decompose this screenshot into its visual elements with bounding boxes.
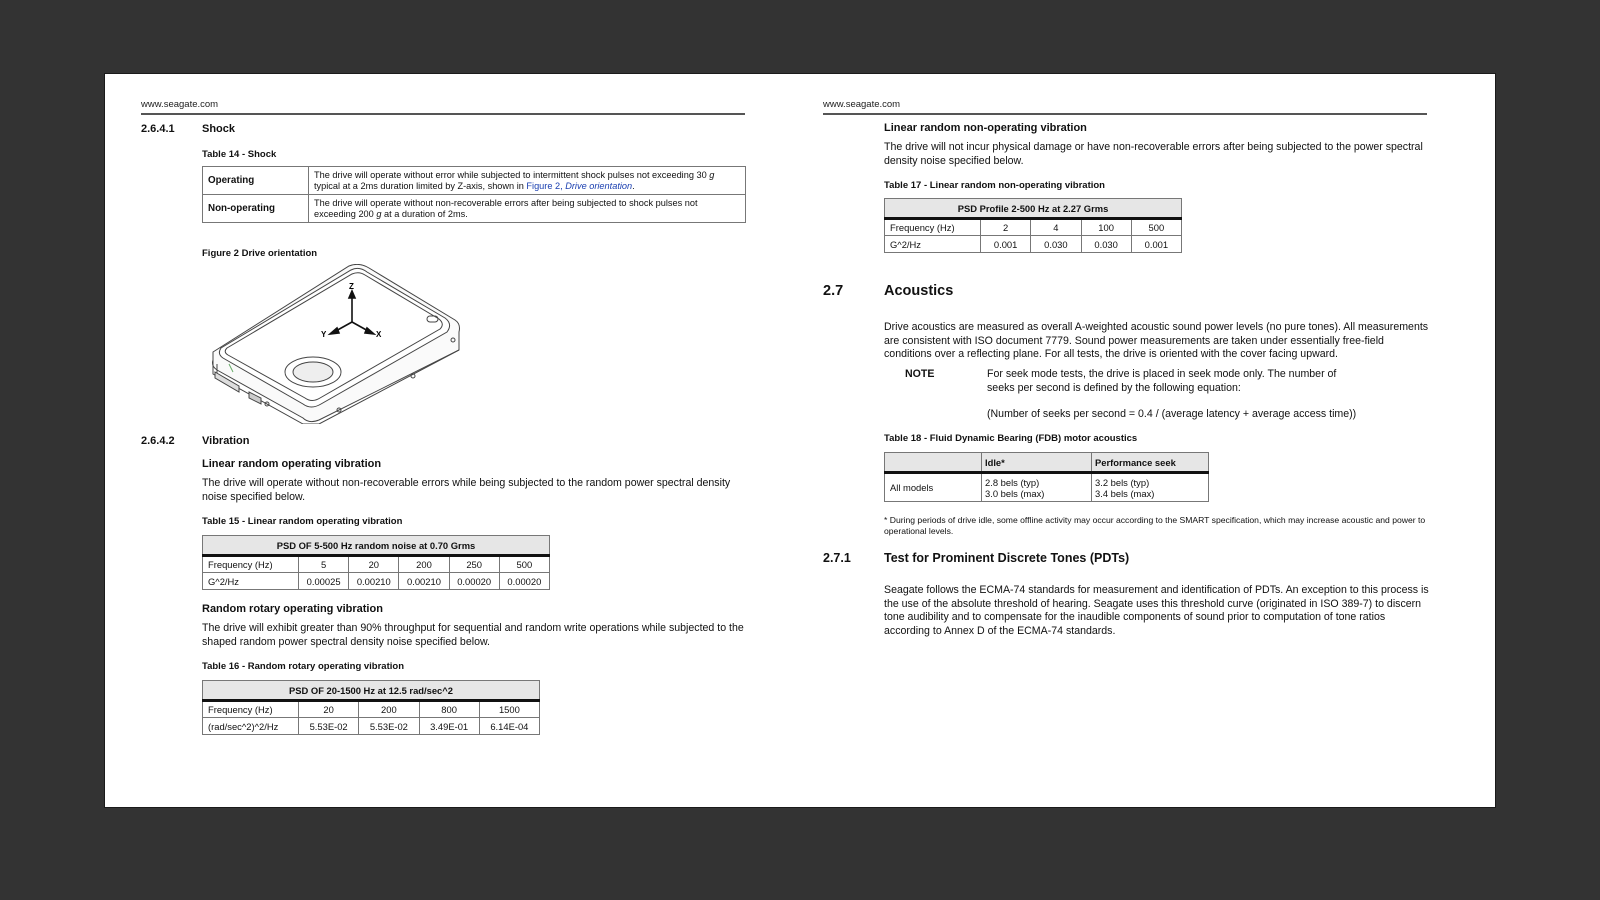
- table-row: Frequency (Hz) 2 4 100 500: [885, 219, 1182, 236]
- table-16: [202, 680, 540, 735]
- shock-operating-text: The drive will operate without error while subjected to intermittent shock pulses not exceeding 30 g typical at a 2ms duration limited by Z-axis, shown in Figure 2, Drive orientation.: [309, 167, 746, 195]
- drive-orientation-figure: [209, 264, 469, 424]
- axis-y-label: Y: [321, 330, 327, 339]
- table-15-caption: Table 15 - Linear random operating vibration: [202, 516, 403, 527]
- section-number-vibration: 2.6.4.2: [141, 435, 175, 447]
- shock-non-operating-text: The drive will operate without non-recoverable errors after being subjected to shock pulses not exceeding 200 g at a duration of 2ms.: [309, 195, 746, 223]
- header-site-url: www.seagate.com: [823, 99, 901, 110]
- table-row: [203, 195, 746, 223]
- linear-operating-subhead: Linear random operating vibration: [202, 458, 382, 470]
- section-title-acoustics: Acoustics: [884, 283, 954, 299]
- header-rule: [823, 113, 1427, 115]
- shock-label-non-operating: Non-operating: [203, 195, 309, 223]
- table-17-caption: Table 17 - Linear random non-operating vibration: [884, 180, 1105, 191]
- axis-z-label: Z: [349, 282, 354, 291]
- figure-2-link[interactable]: Figure 2, Drive orientation: [526, 180, 633, 191]
- header-rule: [141, 113, 745, 115]
- section-number-shock: 2.6.4.1: [141, 123, 175, 135]
- table-15-header: PSD OF 5-500 Hz random noise at 0.70 Grms: [203, 536, 550, 556]
- linear-non-operating-text: The drive will not incur physical damage or have non-recoverable errors after being subjected to the power spectral density noise specified below.: [884, 141, 1423, 167]
- table-16-caption: Table 16 - Random rotary operating vibration: [202, 661, 404, 672]
- hard-drive-illustration-icon: [209, 264, 469, 424]
- table-header-row: Idle* Performance seek: [885, 453, 1209, 473]
- table-row: All models 2.8 bels (typ) 3.0 bels (max) 3.2 bels (typ) 3.4 bels (max): [885, 473, 1209, 502]
- note-text: For seek mode tests, the drive is placed in seek mode only. The number of seeks per second is defined by the following equation:: [987, 368, 1337, 394]
- left-page: [105, 74, 801, 807]
- table-row: G^2/Hz 0.00025 0.00210 0.00210 0.00020 0.00020: [203, 573, 550, 590]
- table-row: [203, 167, 746, 195]
- table-18-caption: Table 18 - Fluid Dynamic Bearing (FDB) motor acoustics: [884, 433, 1138, 444]
- header-site-url: www.seagate.com: [141, 99, 219, 110]
- section-title-vibration: Vibration: [202, 435, 250, 447]
- section-number-acoustics: 2.7: [823, 283, 844, 299]
- table-row: G^2/Hz 0.001 0.030 0.030 0.001: [885, 236, 1182, 253]
- table-14-caption: Table 14 - Shock: [202, 149, 277, 160]
- right-page: [801, 74, 1497, 807]
- table-18: [884, 452, 1209, 502]
- table-17: [884, 198, 1182, 253]
- table-15: [202, 535, 550, 590]
- rotary-operating-subhead: Random rotary operating vibration: [202, 603, 383, 615]
- note-label: NOTE: [905, 368, 935, 380]
- linear-operating-text: The drive will operate without non-recoverable errors while being subjected to the random power spectral density noise specified below.: [202, 477, 731, 503]
- shock-table: [202, 166, 746, 223]
- shock-label-operating: Operating: [203, 167, 309, 195]
- pdt-text: Seagate follows the ECMA-74 standards for measurement and identification of PDTs. An exception to this process is the use of the absolute threshold of hearing. Seagate uses this threshold curve (originated in ISO 389-7) to discern tone audibility and to compensate for the inaudible components of sound prior to computation of tone ratios according to Annex D of the ECMA-74 standards.: [884, 584, 1429, 637]
- section-title-pdt: Test for Prominent Discrete Tones (PDTs): [884, 551, 1130, 565]
- table-16-header: PSD OF 20-1500 Hz at 12.5 rad/sec^2: [203, 681, 540, 701]
- axis-x-label: X: [376, 330, 382, 339]
- table-row: Frequency (Hz) 5 20 200 250 500: [203, 556, 550, 573]
- rotary-operating-text: The drive will exhibit greater than 90% throughput for sequential and random write operations while subjected to the shaped random power spectral density noise specified below.: [202, 622, 744, 648]
- section-number-pdt: 2.7.1: [823, 551, 851, 565]
- document-spread: [104, 73, 1496, 808]
- table-row: Frequency (Hz) 20 200 800 1500: [203, 701, 540, 718]
- section-title-shock: Shock: [202, 123, 236, 135]
- seek-equation: (Number of seeks per second = 0.4 / (average latency + average access time)): [987, 408, 1357, 420]
- table-17-header: PSD Profile 2-500 Hz at 2.27 Grms: [885, 199, 1182, 219]
- figure-2-caption: Figure 2 Drive orientation: [202, 248, 318, 259]
- linear-non-operating-subhead: Linear random non-operating vibration: [884, 122, 1087, 134]
- acoustics-text: Drive acoustics are measured as overall A-weighted acoustic sound power levels (no pure tones). All measurements are consistent with ISO document 7779. Sound power measurements are taken under essentially free-field conditions over a reflecting plane. For all tests, the drive is oriented with the cover facing upward.: [884, 321, 1429, 360]
- idle-footnote: * During periods of drive idle, some offline activity may occur according to the SMART specification, which may increase acoustic and power to operational levels.: [884, 515, 1426, 536]
- table-row: (rad/sec^2)^2/Hz 5.53E-02 5.53E-02 3.49E-01 6.14E-04: [203, 718, 540, 735]
